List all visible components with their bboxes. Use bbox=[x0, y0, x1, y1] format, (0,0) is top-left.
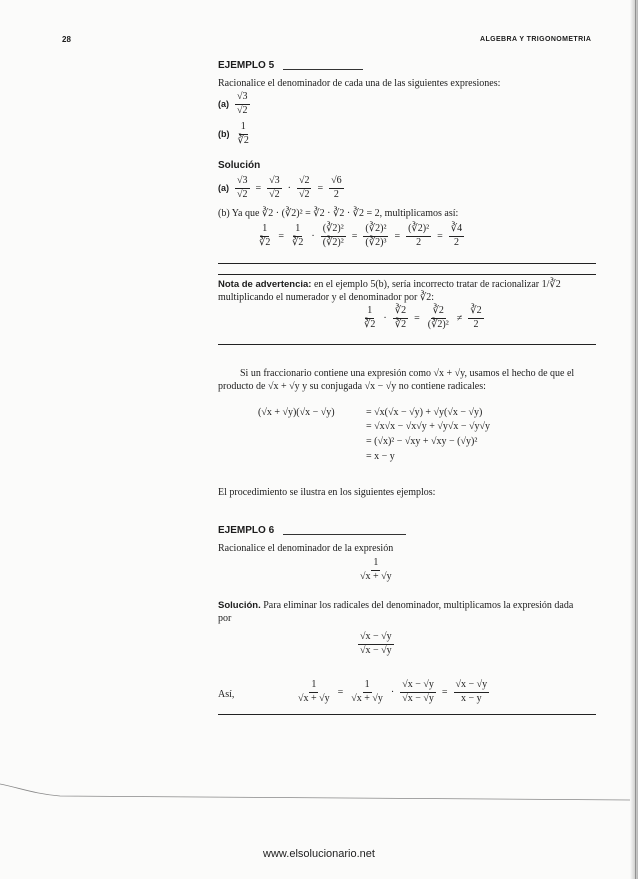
ejemplo-5-underline bbox=[283, 69, 363, 70]
denominator: √2 bbox=[298, 188, 310, 200]
numerator: ∛2 bbox=[431, 306, 446, 319]
fraction bbox=[363, 224, 388, 248]
fraction bbox=[349, 680, 385, 704]
fraction bbox=[296, 680, 332, 704]
denominator: ∛2 bbox=[237, 134, 249, 146]
conjugate-eq-line4: = x − y bbox=[366, 451, 395, 462]
numerator: √3 bbox=[267, 176, 282, 189]
ejemplo-6-underline bbox=[283, 534, 406, 535]
denominator: ∛2 bbox=[364, 318, 376, 330]
solution-b-equation: $\frac{1}{∛2}$ = $\frac{1}{∛2}$ · $\frac{\text{(∛2)²}}{\text{(∛2)²}}$ = $\frac{\text{(∛2)²}}{\text{(∛2)³}}$ = $\frac{\text{(∛2)²}}{2}$ = $\frac{∛4}{2}$ bbox=[259, 223, 463, 248]
numerator: 1 bbox=[371, 558, 380, 571]
ejemplo-6-final-equation: $\frac{1}{√x + √y}$ = $\frac{1}{√x + √y}$ · $\frac{√x - √y}{√x - √y}$ = $\frac{√x - √y}{x - y}$ bbox=[298, 679, 488, 704]
denominator: √2 bbox=[237, 188, 248, 200]
denominator: 2 bbox=[333, 188, 339, 200]
ejemplo-6-solution-line2: por bbox=[218, 613, 232, 624]
fraction bbox=[257, 224, 272, 248]
section-rule bbox=[218, 274, 596, 275]
denominator: ∛2 bbox=[394, 318, 407, 330]
scan-edge-line bbox=[635, 0, 636, 879]
denominator: 2 bbox=[453, 236, 459, 248]
solution-b-text: (b) Ya que ∛2 · (∛2)² = ∛2 · ∛2 · ∛2 = 2, multiplicamos así: bbox=[218, 208, 459, 219]
denominator: √x + √y bbox=[298, 692, 330, 704]
numerator: √3 bbox=[235, 92, 250, 105]
fraction bbox=[290, 224, 305, 248]
footer-url[interactable]: www.elsolucionario.net bbox=[263, 848, 375, 860]
conjugate-eq-line3: = (√x)² − √xy + √xy − (√y)² bbox=[366, 436, 478, 447]
section-rule bbox=[218, 344, 596, 345]
warning-note-line1 bbox=[218, 279, 561, 290]
numerator: 1 bbox=[363, 680, 372, 693]
fraction bbox=[362, 306, 377, 330]
numerator: 1 bbox=[260, 224, 269, 237]
denominator: (∛2)² bbox=[427, 318, 449, 330]
conjugate-eq-line1: = √x(√x − √y) + √y(√x − √y) bbox=[366, 407, 483, 418]
fraction bbox=[449, 224, 464, 248]
denominator: 2 bbox=[473, 318, 479, 330]
fraction bbox=[468, 306, 483, 330]
item-b-label: (b) bbox=[218, 129, 230, 139]
solution-a-equation: (a) $\frac{√3}{√2}$ = $\frac{√3}{√2}$ · $\frac{√2}{√2}$ = $\frac{√6}{2}$ bbox=[218, 175, 342, 200]
numerator: √x − √y bbox=[454, 680, 490, 693]
numerator: (∛2)² bbox=[406, 224, 431, 237]
numerator: √3 bbox=[235, 176, 250, 189]
scan-curl-line bbox=[0, 780, 638, 820]
fraction bbox=[358, 632, 394, 656]
denominator: (∛2)² bbox=[322, 236, 344, 248]
page-number: 28 bbox=[62, 35, 71, 44]
ejemplo-5-a bbox=[218, 92, 252, 116]
fraction bbox=[235, 92, 250, 116]
fraction bbox=[426, 306, 451, 330]
numerator: √6 bbox=[329, 176, 344, 189]
ejemplo-6-solution-text: Para eliminar los radicales del denominador, multiplicamos la expresión dada bbox=[263, 600, 574, 611]
ejemplo-6-expression bbox=[356, 558, 396, 582]
fraction bbox=[393, 306, 408, 330]
fraction bbox=[329, 176, 344, 200]
warning-note-label: Nota de advertencia: bbox=[218, 279, 312, 290]
numerator: 1 bbox=[365, 306, 374, 319]
conjugate-eq-lhs: (√x + √y)(√x − √y) bbox=[258, 407, 335, 418]
fraction bbox=[321, 224, 346, 248]
denominator: ∛2 bbox=[259, 236, 271, 248]
denominator: ∛2 bbox=[292, 236, 304, 248]
ejemplo-5-title: EJEMPLO 5 bbox=[218, 60, 275, 71]
numerator: 1 bbox=[293, 224, 302, 237]
denominator: √x + √y bbox=[351, 692, 383, 704]
procedure-text: El procedimiento se ilustra en los siguientes ejemplos: bbox=[218, 487, 436, 498]
fraction bbox=[236, 122, 251, 146]
running-title: ALGEBRA Y TRIGONOMETRIA bbox=[480, 36, 592, 43]
section-rule bbox=[218, 714, 596, 715]
numerator: √x − √y bbox=[400, 680, 436, 693]
asi-label: Así, bbox=[218, 689, 235, 700]
denominator: √2 bbox=[269, 188, 280, 200]
numerator: (∛2)² bbox=[363, 224, 388, 237]
fraction bbox=[358, 558, 394, 582]
fraction bbox=[235, 176, 250, 200]
fraction bbox=[297, 176, 312, 200]
fraction bbox=[267, 176, 282, 200]
denominator: √x + √y bbox=[360, 570, 392, 582]
numerator: √2 bbox=[297, 176, 312, 189]
numerator: 1 bbox=[239, 122, 248, 135]
ejemplo-5-b bbox=[218, 122, 253, 146]
ejemplo-6-solution-label: Solución. bbox=[218, 600, 261, 611]
conjugate-multiplier bbox=[356, 632, 396, 656]
numerator: (∛2)² bbox=[321, 224, 346, 237]
warning-note-equation: $\frac{1}{∛2}$ · $\frac{∛2}{∛2}$ = $\frac{∛2}{\text{(∛2)²}}$ ≠ $\frac{∛2}{2}$ bbox=[364, 305, 482, 330]
denominator: √x − √y bbox=[402, 692, 434, 704]
denominator: (∛2)³ bbox=[365, 236, 387, 248]
numerator: ∛4 bbox=[449, 224, 464, 237]
warning-note-text: en el ejemplo 5(b), sería incorrecto tratar de racionalizar 1/∛2 bbox=[313, 279, 561, 290]
warning-note-line2: multiplicando el numerador y el denominador por ∛2: bbox=[218, 292, 435, 303]
fraction bbox=[400, 680, 436, 704]
denominator: 2 bbox=[416, 236, 422, 248]
conjugate-paragraph-line1: Si un fraccionario contiene una expresión como √x + √y, usamos el hecho de que el bbox=[240, 368, 575, 379]
ejemplo-6-title: EJEMPLO 6 bbox=[218, 525, 275, 536]
fraction bbox=[406, 224, 431, 248]
scan-shadow bbox=[630, 0, 638, 879]
item-a-label: (a) bbox=[218, 183, 229, 193]
conjugate-paragraph-line2: producto de √x + √y y su conjugada √x − √y no contiene radicales: bbox=[218, 381, 486, 392]
numerator: ∛2 bbox=[468, 306, 483, 319]
ejemplo-6-solution-line1 bbox=[218, 600, 573, 611]
fraction bbox=[454, 680, 490, 704]
numerator: 1 bbox=[309, 680, 318, 693]
ejemplo-6-instruction: Racionalice el denominador de la expresión bbox=[218, 543, 394, 554]
solucion-heading: Solución bbox=[218, 160, 261, 171]
numerator: √x − √y bbox=[358, 632, 394, 645]
ejemplo-5-instruction: Racionalice el denominador de cada una de las siguientes expresiones: bbox=[218, 78, 501, 89]
denominator: √x − √y bbox=[360, 644, 392, 656]
denominator: x − y bbox=[460, 692, 482, 704]
numerator: ∛2 bbox=[393, 306, 408, 319]
item-a-label: (a) bbox=[218, 99, 229, 109]
section-rule bbox=[218, 263, 596, 264]
conjugate-eq-line2: = √x√x − √x√y + √y√x − √y√y bbox=[366, 421, 490, 432]
denominator: √2 bbox=[237, 104, 248, 116]
